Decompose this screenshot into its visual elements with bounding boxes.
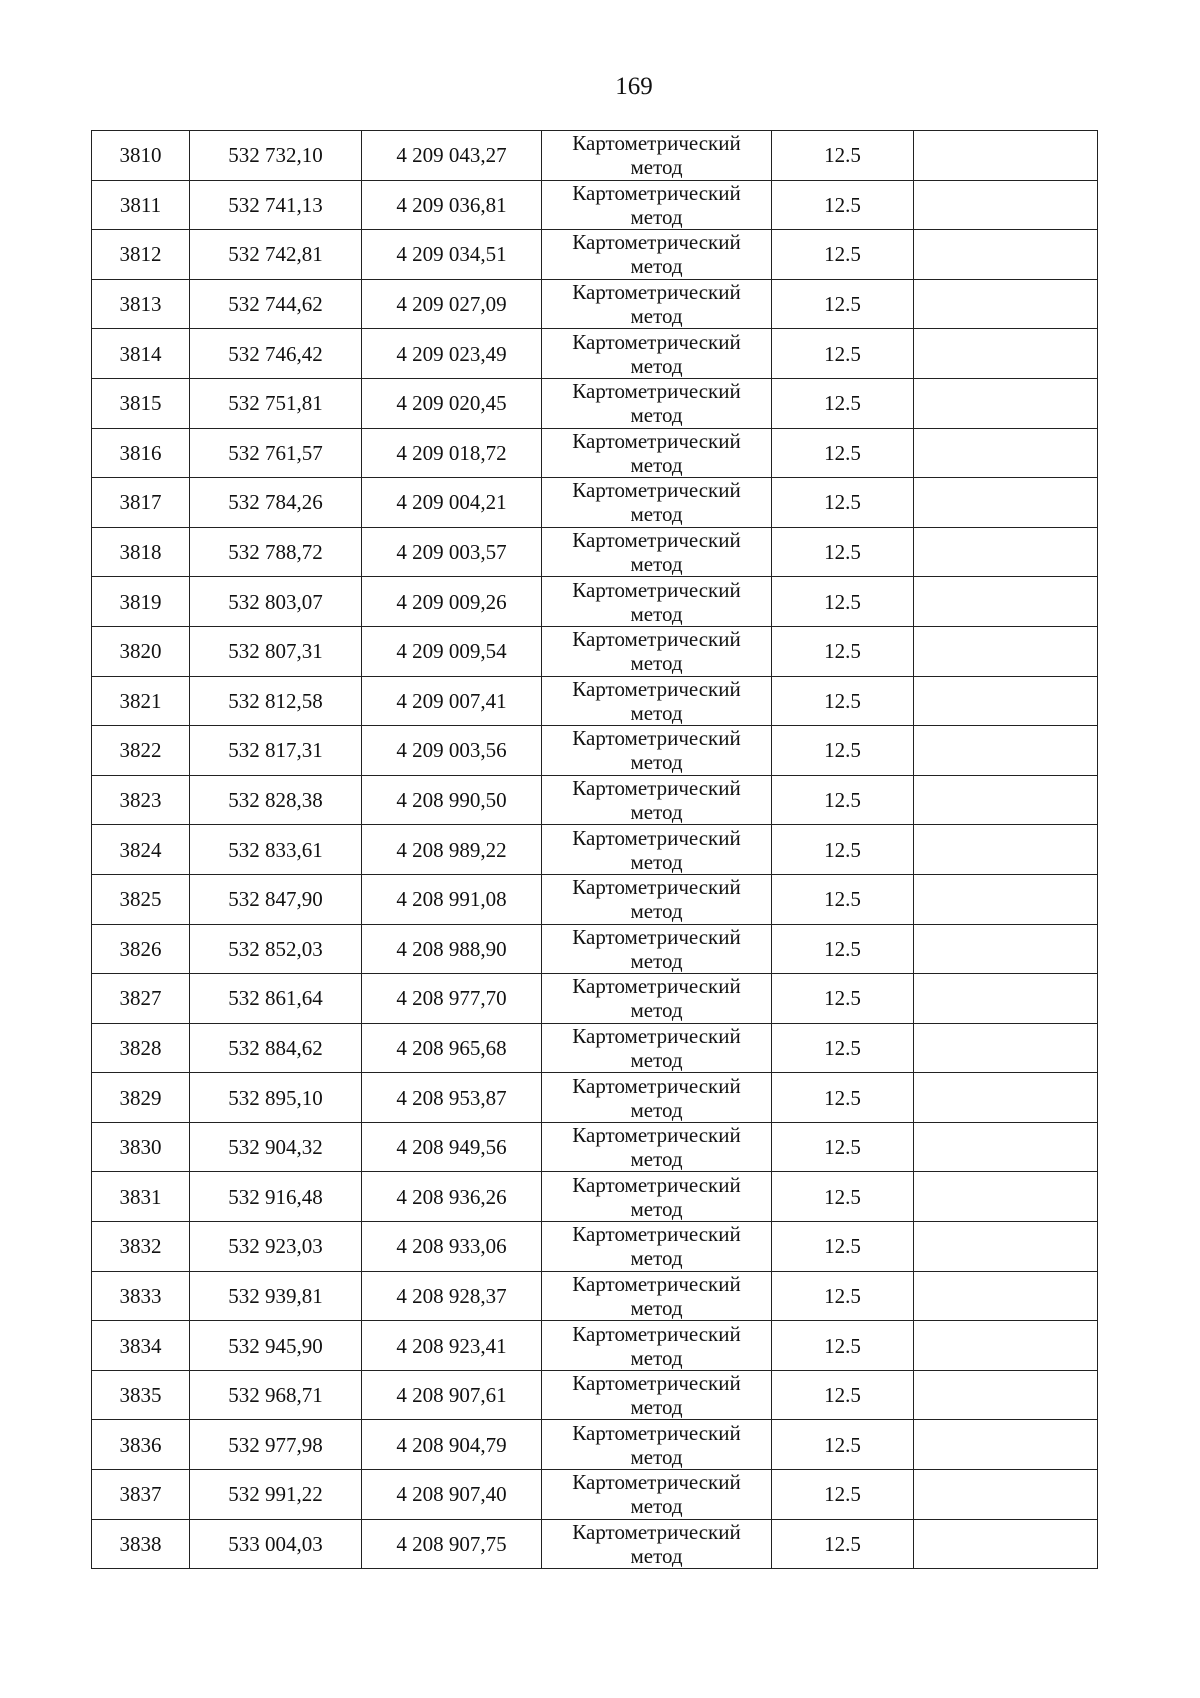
empty-cell <box>914 924 1098 974</box>
method-line-1: Картометрический <box>572 379 741 404</box>
accuracy-cell: 12.5 <box>772 1073 914 1123</box>
method-line-2: метод <box>630 1494 683 1519</box>
x-coordinate-cell: 532 744,62 <box>190 279 362 329</box>
y-coordinate-cell: 4 208 907,75 <box>362 1519 542 1569</box>
table-row <box>92 1271 1098 1321</box>
method-cell <box>542 825 772 875</box>
method-line-1: Картометрический <box>572 230 741 255</box>
point-number-cell: 3834 <box>92 1321 190 1371</box>
point-number-cell: 3828 <box>92 1023 190 1073</box>
point-number-cell: 3816 <box>92 428 190 478</box>
method-cell <box>542 527 772 577</box>
method-cell <box>542 1271 772 1321</box>
accuracy-cell: 12.5 <box>772 279 914 329</box>
method-cell <box>542 726 772 776</box>
x-coordinate-cell: 532 884,62 <box>190 1023 362 1073</box>
empty-cell <box>914 329 1098 379</box>
empty-cell <box>914 230 1098 280</box>
y-coordinate-cell: 4 209 004,21 <box>362 478 542 528</box>
empty-cell <box>914 676 1098 726</box>
method-line-2: метод <box>630 1444 683 1469</box>
method-cell <box>542 1470 772 1520</box>
y-coordinate-cell: 4 208 933,06 <box>362 1222 542 1272</box>
y-coordinate-cell: 4 209 003,56 <box>362 726 542 776</box>
accuracy-cell: 12.5 <box>772 1172 914 1222</box>
method-line-2: метод <box>630 899 683 924</box>
empty-cell <box>914 874 1098 924</box>
method-line-2: метод <box>630 601 683 626</box>
accuracy-cell: 12.5 <box>772 1420 914 1470</box>
accuracy-cell: 12.5 <box>772 428 914 478</box>
method-cell <box>542 428 772 478</box>
method-line-1: Картометрический <box>572 1321 741 1346</box>
method-line-2: метод <box>630 849 683 874</box>
table-row <box>92 527 1098 577</box>
empty-cell <box>914 1172 1098 1222</box>
point-number-cell: 3831 <box>92 1172 190 1222</box>
method-line-1: Картометрический <box>572 1271 741 1296</box>
x-coordinate-cell: 532 807,31 <box>190 626 362 676</box>
y-coordinate-cell: 4 209 007,41 <box>362 676 542 726</box>
method-line-1: Картометрический <box>572 329 741 354</box>
table-row <box>92 378 1098 428</box>
empty-cell <box>914 1122 1098 1172</box>
method-cell <box>542 180 772 230</box>
method-line-1: Картометрический <box>572 726 741 751</box>
empty-cell <box>914 1271 1098 1321</box>
method-cell <box>542 378 772 428</box>
method-cell <box>542 1172 772 1222</box>
accuracy-cell: 12.5 <box>772 527 914 577</box>
point-number-cell: 3827 <box>92 974 190 1024</box>
accuracy-cell: 12.5 <box>772 1470 914 1520</box>
method-line-1: Картометрический <box>572 478 741 503</box>
x-coordinate-cell: 532 861,64 <box>190 974 362 1024</box>
accuracy-cell: 12.5 <box>772 329 914 379</box>
method-line-1: Картометрический <box>572 1073 741 1098</box>
point-number-cell: 3836 <box>92 1420 190 1470</box>
method-line-1: Картометрический <box>572 825 741 850</box>
method-cell <box>542 279 772 329</box>
accuracy-cell: 12.5 <box>772 726 914 776</box>
method-line-2: метод <box>630 204 683 229</box>
table-row <box>92 131 1098 181</box>
x-coordinate-cell: 532 803,07 <box>190 577 362 627</box>
method-line-1: Картометрический <box>572 1470 741 1495</box>
method-line-1: Картометрический <box>572 577 741 602</box>
empty-cell <box>914 428 1098 478</box>
method-line-2: метод <box>630 452 683 477</box>
table-row <box>92 279 1098 329</box>
y-coordinate-cell: 4 208 991,08 <box>362 874 542 924</box>
point-number-cell: 3835 <box>92 1370 190 1420</box>
empty-cell <box>914 378 1098 428</box>
method-cell <box>542 924 772 974</box>
empty-cell <box>914 974 1098 1024</box>
y-coordinate-cell: 4 209 018,72 <box>362 428 542 478</box>
point-number-cell: 3826 <box>92 924 190 974</box>
method-cell <box>542 131 772 181</box>
y-coordinate-cell: 4 208 977,70 <box>362 974 542 1024</box>
method-line-1: Картометрический <box>572 974 741 999</box>
method-line-1: Картометрический <box>572 180 741 205</box>
y-coordinate-cell: 4 208 990,50 <box>362 775 542 825</box>
table-row <box>92 1470 1098 1520</box>
method-cell <box>542 230 772 280</box>
method-line-2: метод <box>630 552 683 577</box>
table-row <box>92 329 1098 379</box>
y-coordinate-cell: 4 209 036,81 <box>362 180 542 230</box>
method-line-1: Картометрический <box>572 1420 741 1445</box>
x-coordinate-cell: 533 004,03 <box>190 1519 362 1569</box>
empty-cell <box>914 1420 1098 1470</box>
empty-cell <box>914 1519 1098 1569</box>
method-line-1: Картометрический <box>572 280 741 305</box>
y-coordinate-cell: 4 208 907,40 <box>362 1470 542 1520</box>
x-coordinate-cell: 532 923,03 <box>190 1222 362 1272</box>
x-coordinate-cell: 532 904,32 <box>190 1122 362 1172</box>
x-coordinate-cell: 532 977,98 <box>190 1420 362 1470</box>
empty-cell <box>914 726 1098 776</box>
empty-cell <box>914 1222 1098 1272</box>
table-row <box>92 1420 1098 1470</box>
x-coordinate-cell: 532 828,38 <box>190 775 362 825</box>
y-coordinate-cell: 4 208 936,26 <box>362 1172 542 1222</box>
table-row <box>92 874 1098 924</box>
method-line-2: метод <box>630 1395 683 1420</box>
table-row <box>92 1073 1098 1123</box>
empty-cell <box>914 1023 1098 1073</box>
empty-cell <box>914 131 1098 181</box>
method-line-2: метод <box>630 651 683 676</box>
point-number-cell: 3837 <box>92 1470 190 1520</box>
point-number-cell: 3821 <box>92 676 190 726</box>
method-cell <box>542 974 772 1024</box>
point-number-cell: 3818 <box>92 527 190 577</box>
table-row <box>92 1370 1098 1420</box>
y-coordinate-cell: 4 208 923,41 <box>362 1321 542 1371</box>
x-coordinate-cell: 532 751,81 <box>190 378 362 428</box>
table-row <box>92 577 1098 627</box>
method-cell <box>542 1420 772 1470</box>
method-line-1: Картометрический <box>572 1519 741 1544</box>
x-coordinate-cell: 532 742,81 <box>190 230 362 280</box>
method-line-1: Картометрический <box>572 924 741 949</box>
accuracy-cell: 12.5 <box>772 676 914 726</box>
page-number: 169 <box>615 73 653 100</box>
x-coordinate-cell: 532 833,61 <box>190 825 362 875</box>
table-row <box>92 180 1098 230</box>
y-coordinate-cell: 4 209 027,09 <box>362 279 542 329</box>
accuracy-cell: 12.5 <box>772 1519 914 1569</box>
y-coordinate-cell: 4 208 988,90 <box>362 924 542 974</box>
method-line-2: метод <box>630 1196 683 1221</box>
method-line-1: Картометрический <box>572 1172 741 1197</box>
method-line-2: метод <box>630 1047 683 1072</box>
method-cell <box>542 329 772 379</box>
x-coordinate-cell: 532 847,90 <box>190 874 362 924</box>
table-row <box>92 428 1098 478</box>
method-line-2: метод <box>630 1147 683 1172</box>
method-cell <box>542 1519 772 1569</box>
point-number-cell: 3832 <box>92 1222 190 1272</box>
x-coordinate-cell: 532 945,90 <box>190 1321 362 1371</box>
method-cell <box>542 478 772 528</box>
method-cell <box>542 577 772 627</box>
accuracy-cell: 12.5 <box>772 180 914 230</box>
point-number-cell: 3812 <box>92 230 190 280</box>
empty-cell <box>914 775 1098 825</box>
table-row <box>92 478 1098 528</box>
table-row <box>92 775 1098 825</box>
point-number-cell: 3820 <box>92 626 190 676</box>
empty-cell <box>914 577 1098 627</box>
x-coordinate-cell: 532 812,58 <box>190 676 362 726</box>
empty-cell <box>914 279 1098 329</box>
y-coordinate-cell: 4 208 965,68 <box>362 1023 542 1073</box>
x-coordinate-cell: 532 732,10 <box>190 131 362 181</box>
table-row <box>92 974 1098 1024</box>
y-coordinate-cell: 4 209 043,27 <box>362 131 542 181</box>
x-coordinate-cell: 532 939,81 <box>190 1271 362 1321</box>
point-number-cell: 3829 <box>92 1073 190 1123</box>
table-row <box>92 1172 1098 1222</box>
method-line-1: Картометрический <box>572 776 741 801</box>
table-row <box>92 825 1098 875</box>
accuracy-cell: 12.5 <box>772 577 914 627</box>
point-number-cell: 3817 <box>92 478 190 528</box>
method-line-2: метод <box>630 998 683 1023</box>
y-coordinate-cell: 4 208 953,87 <box>362 1073 542 1123</box>
table-row <box>92 726 1098 776</box>
accuracy-cell: 12.5 <box>772 1370 914 1420</box>
method-cell <box>542 1073 772 1123</box>
table-row <box>92 1321 1098 1371</box>
method-line-1: Картометрический <box>572 428 741 453</box>
x-coordinate-cell: 532 852,03 <box>190 924 362 974</box>
accuracy-cell: 12.5 <box>772 1222 914 1272</box>
point-number-cell: 3825 <box>92 874 190 924</box>
x-coordinate-cell: 532 991,22 <box>190 1470 362 1520</box>
x-coordinate-cell: 532 916,48 <box>190 1172 362 1222</box>
point-number-cell: 3822 <box>92 726 190 776</box>
method-line-1: Картометрический <box>572 131 741 156</box>
empty-cell <box>914 626 1098 676</box>
x-coordinate-cell: 532 741,13 <box>190 180 362 230</box>
empty-cell <box>914 825 1098 875</box>
method-cell <box>542 626 772 676</box>
method-line-2: метод <box>630 353 683 378</box>
accuracy-cell: 12.5 <box>772 775 914 825</box>
y-coordinate-cell: 4 208 989,22 <box>362 825 542 875</box>
method-line-2: метод <box>630 403 683 428</box>
method-line-2: метод <box>630 304 683 329</box>
point-number-cell: 3833 <box>92 1271 190 1321</box>
table-row <box>92 676 1098 726</box>
point-number-cell: 3824 <box>92 825 190 875</box>
method-cell <box>542 1370 772 1420</box>
method-line-2: метод <box>630 254 683 279</box>
table-row <box>92 924 1098 974</box>
accuracy-cell: 12.5 <box>772 230 914 280</box>
method-line-1: Картометрический <box>572 1023 741 1048</box>
point-number-cell: 3838 <box>92 1519 190 1569</box>
method-line-2: метод <box>630 1543 683 1568</box>
method-line-2: метод <box>630 1097 683 1122</box>
y-coordinate-cell: 4 209 009,54 <box>362 626 542 676</box>
table-row <box>92 1222 1098 1272</box>
y-coordinate-cell: 4 209 009,26 <box>362 577 542 627</box>
method-line-1: Картометрический <box>572 627 741 652</box>
table-row <box>92 1023 1098 1073</box>
accuracy-cell: 12.5 <box>772 1122 914 1172</box>
empty-cell <box>914 478 1098 528</box>
method-line-2: метод <box>630 155 683 180</box>
accuracy-cell: 12.5 <box>772 1321 914 1371</box>
point-number-cell: 3823 <box>92 775 190 825</box>
empty-cell <box>914 1470 1098 1520</box>
method-line-2: метод <box>630 800 683 825</box>
y-coordinate-cell: 4 208 907,61 <box>362 1370 542 1420</box>
method-cell <box>542 1122 772 1172</box>
empty-cell <box>914 527 1098 577</box>
empty-cell <box>914 1073 1098 1123</box>
method-cell <box>542 775 772 825</box>
method-line-2: метод <box>630 1246 683 1271</box>
method-line-2: метод <box>630 502 683 527</box>
method-line-1: Картометрический <box>572 676 741 701</box>
accuracy-cell: 12.5 <box>772 1023 914 1073</box>
table-row <box>92 1122 1098 1172</box>
point-number-cell: 3811 <box>92 180 190 230</box>
empty-cell <box>914 1370 1098 1420</box>
method-line-1: Картометрический <box>572 875 741 900</box>
accuracy-cell: 12.5 <box>772 478 914 528</box>
method-cell <box>542 1023 772 1073</box>
method-line-1: Картометрический <box>572 1222 741 1247</box>
method-cell <box>542 1222 772 1272</box>
method-cell <box>542 874 772 924</box>
method-line-1: Картометрический <box>572 1371 741 1396</box>
y-coordinate-cell: 4 208 904,79 <box>362 1420 542 1470</box>
point-number-cell: 3830 <box>92 1122 190 1172</box>
empty-cell <box>914 1321 1098 1371</box>
accuracy-cell: 12.5 <box>772 874 914 924</box>
method-cell <box>542 1321 772 1371</box>
point-number-cell: 3814 <box>92 329 190 379</box>
accuracy-cell: 12.5 <box>772 825 914 875</box>
method-line-1: Картометрический <box>572 1123 741 1148</box>
y-coordinate-cell: 4 209 034,51 <box>362 230 542 280</box>
x-coordinate-cell: 532 817,31 <box>190 726 362 776</box>
method-line-2: метод <box>630 700 683 725</box>
y-coordinate-cell: 4 209 020,45 <box>362 378 542 428</box>
accuracy-cell: 12.5 <box>772 924 914 974</box>
y-coordinate-cell: 4 209 003,57 <box>362 527 542 577</box>
table-row <box>92 230 1098 280</box>
table-row <box>92 626 1098 676</box>
x-coordinate-cell: 532 761,57 <box>190 428 362 478</box>
y-coordinate-cell: 4 208 928,37 <box>362 1271 542 1321</box>
method-cell <box>542 676 772 726</box>
method-line-1: Картометрический <box>572 528 741 553</box>
accuracy-cell: 12.5 <box>772 131 914 181</box>
y-coordinate-cell: 4 208 949,56 <box>362 1122 542 1172</box>
x-coordinate-cell: 532 788,72 <box>190 527 362 577</box>
method-line-2: метод <box>630 1345 683 1370</box>
accuracy-cell: 12.5 <box>772 378 914 428</box>
method-line-2: метод <box>630 750 683 775</box>
accuracy-cell: 12.5 <box>772 626 914 676</box>
method-line-2: метод <box>630 1295 683 1320</box>
method-line-2: метод <box>630 948 683 973</box>
point-number-cell: 3810 <box>92 131 190 181</box>
y-coordinate-cell: 4 209 023,49 <box>362 329 542 379</box>
coordinates-table-body <box>92 131 1098 1569</box>
accuracy-cell: 12.5 <box>772 974 914 1024</box>
point-number-cell: 3813 <box>92 279 190 329</box>
empty-cell <box>914 180 1098 230</box>
point-number-cell: 3815 <box>92 378 190 428</box>
x-coordinate-cell: 532 968,71 <box>190 1370 362 1420</box>
x-coordinate-cell: 532 746,42 <box>190 329 362 379</box>
table-row <box>92 1519 1098 1569</box>
coordinates-table <box>91 130 1098 1569</box>
x-coordinate-cell: 532 784,26 <box>190 478 362 528</box>
x-coordinate-cell: 532 895,10 <box>190 1073 362 1123</box>
point-number-cell: 3819 <box>92 577 190 627</box>
accuracy-cell: 12.5 <box>772 1271 914 1321</box>
